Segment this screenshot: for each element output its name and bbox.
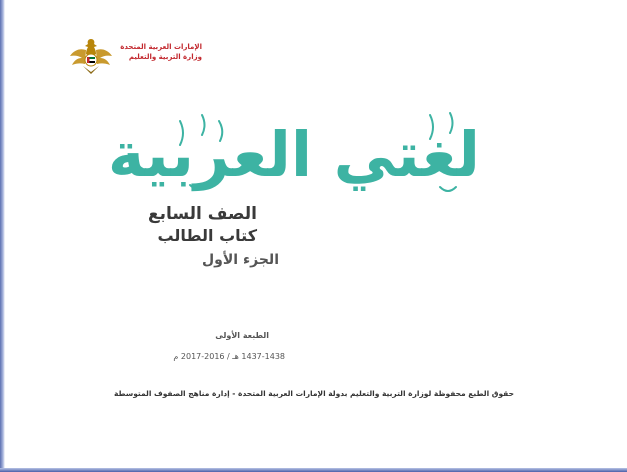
page-bottom-edge: [0, 468, 627, 472]
ministry-name: [118, 42, 202, 62]
book-type-label: كتاب الطالب: [157, 226, 257, 245]
book-title: لغتي العربية: [107, 118, 480, 191]
edition-label: الطبعة الأولى: [215, 331, 269, 340]
ministry-line-country: الإمارات العربية المتحدة: [120, 43, 202, 51]
grade-label: الصف السابع: [147, 204, 257, 224]
edition-dates: 1437-1438 هـ / 2016-2017 م: [173, 352, 285, 361]
ministry-line-ministry: وزارة التربية والتعليم: [128, 53, 202, 61]
uae-falcon-emblem-icon: [66, 36, 116, 76]
part-label: الجزء الأول: [202, 252, 279, 268]
copyright-notice: حقوق الطبع محفوظة لوزارة التربية والتعليم بدولة الإمارات العربية المتحدة - إدارة مناهج الصفوف المتوسطة: [114, 389, 514, 398]
page-left-edge: [0, 0, 5, 472]
